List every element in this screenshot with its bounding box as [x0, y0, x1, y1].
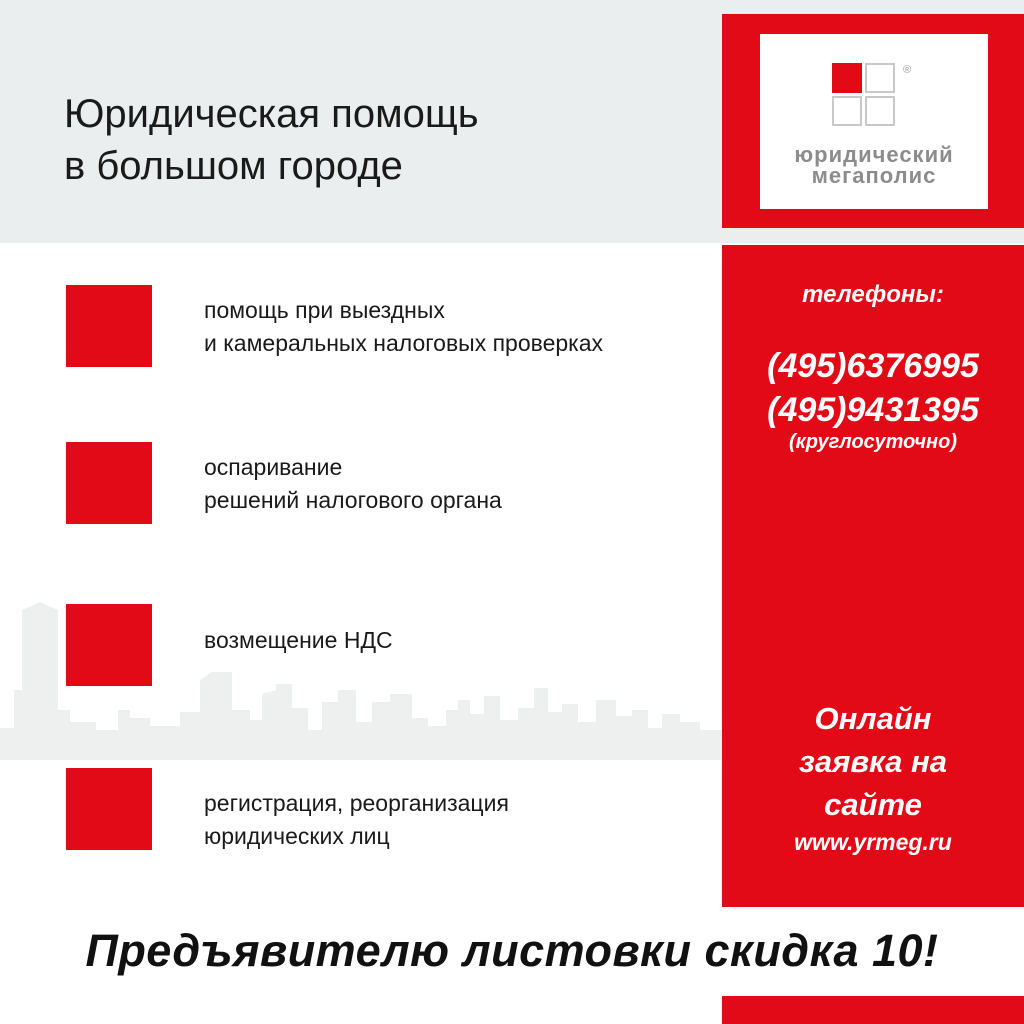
website-link[interactable]: www.yrmeg.ru — [794, 829, 952, 855]
footer-red-bar — [722, 996, 1024, 1024]
contact-panel — [722, 245, 1024, 907]
online-request-line-2: заявка на — [799, 744, 947, 779]
bullet-square-1 — [66, 285, 152, 367]
bullet-square-4 — [66, 768, 152, 850]
phone-number-2[interactable]: (495)9431395 — [767, 391, 979, 429]
phone-hours-note: (круглосуточно) — [788, 431, 958, 453]
bullet-square-3 — [66, 604, 152, 686]
logo-line-1: юридический — [794, 142, 954, 167]
bullet-square-2 — [66, 442, 152, 524]
service-item-tax-audits: помощь при выездных и камеральных налоговых проверках — [204, 297, 604, 356]
service-item-registration: регистрация, реорганизация юридических лиц — [204, 790, 509, 849]
company-logo[interactable] — [760, 34, 988, 209]
service-item-tax-disputes: оспаривание решений налогового органа — [204, 454, 502, 513]
service-item-vat-refund: возмещение НДС — [204, 627, 393, 653]
phone-number-1[interactable]: (495)6376995 — [767, 347, 979, 385]
online-request-line-3: сайте — [824, 787, 922, 822]
page-title: Юридическая помощь в большом городе — [64, 92, 479, 188]
promo-text: Предъявителю листовки скидка 10! — [85, 925, 939, 976]
phones-label: телефоны: — [802, 281, 944, 308]
registered-mark: ® — [903, 64, 912, 76]
logo-line-2: мегаполис — [811, 163, 937, 188]
online-request-line-1: Онлайн — [814, 701, 932, 736]
